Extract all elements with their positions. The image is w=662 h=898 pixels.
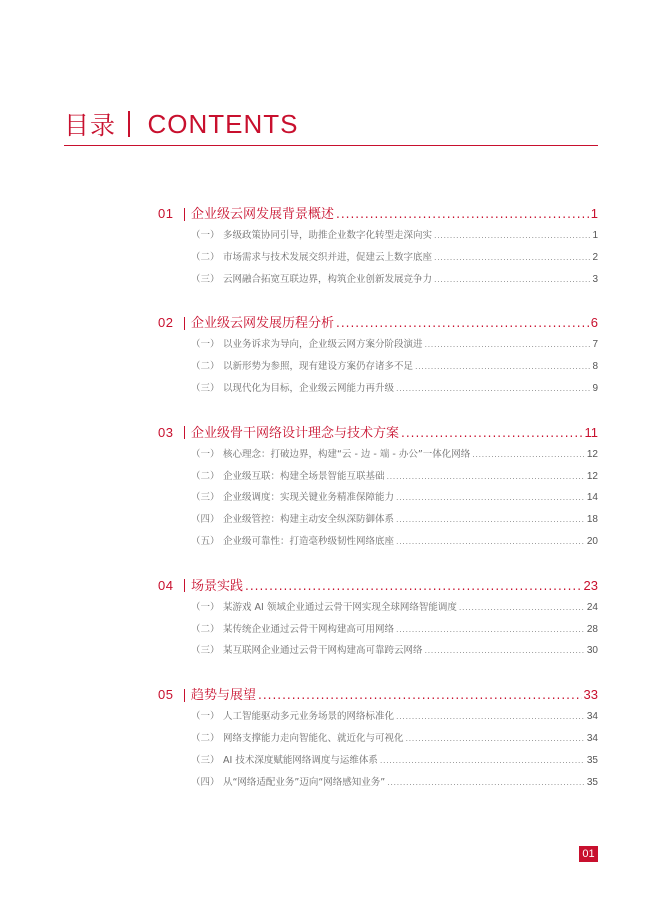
subsection-title: 企业级可靠性：打造毫秒级韧性网络底座 (223, 535, 395, 547)
dot-leader (258, 688, 582, 702)
subsection-title: 核心理念：打破边界，构建“云 - 边 - 端 - 办公”一体化网络 (223, 448, 471, 460)
chapter-divider (184, 689, 185, 702)
subsection-page-number: 20 (586, 535, 598, 547)
subsection-number: （一） (191, 601, 220, 613)
toc-chapter-entry[interactable] (158, 312, 598, 334)
dot-leader (336, 207, 589, 221)
dot-leader (434, 253, 590, 262)
dot-leader (401, 426, 582, 440)
chapter-page-number: 6 (590, 315, 598, 331)
subsection-page-number: 28 (586, 623, 598, 635)
subsection-page-number: 7 (592, 339, 598, 351)
dot-leader (396, 712, 585, 721)
subsection-number: （四） (191, 776, 220, 788)
toc-section (158, 575, 598, 664)
subsection-page-number: 30 (586, 645, 598, 657)
header-rule (64, 145, 598, 146)
subsection-number: （三） (191, 645, 220, 657)
toc-subsection-entry[interactable] (158, 599, 598, 621)
chapter-title: 场景实践 (191, 578, 244, 594)
dot-leader (425, 646, 585, 655)
subsection-title: 以现代化为目标，企业级云网能力再升级 (223, 382, 395, 394)
toc-subsection-entry[interactable] (158, 533, 598, 555)
page-title-chinese: 目录 (64, 111, 117, 140)
toc-chapter-entry[interactable] (158, 575, 598, 597)
subsection-number: （二） (191, 361, 220, 373)
toc-subsection-entry[interactable] (158, 730, 598, 752)
subsection-page-number: 34 (586, 732, 598, 744)
chapter-divider (184, 426, 185, 439)
subsection-number: （四） (191, 514, 220, 526)
subsection-page-number: 8 (592, 361, 598, 373)
title-divider (128, 111, 130, 137)
subsection-page-number: 1 (592, 230, 598, 241)
subsection-page-number: 35 (586, 754, 598, 766)
toc-subsection-entry[interactable] (158, 752, 598, 774)
dot-leader (472, 450, 585, 459)
toc-subsection-entry[interactable] (158, 358, 598, 380)
subsection-title: 某传统企业通过云骨干网构建高可用网络 (223, 623, 395, 635)
toc-subsection-entry[interactable] (158, 708, 598, 730)
subsection-number: （二） (191, 470, 220, 482)
toc-subsection-entry[interactable] (158, 621, 598, 643)
subsection-title: 网络支撑能力走向智能化、就近化与可视化 (223, 732, 404, 744)
toc-chapter-entry[interactable] (158, 684, 598, 706)
chapter-page-number: 33 (583, 687, 598, 703)
toc-subsection-entry[interactable] (158, 511, 598, 533)
dot-leader (396, 384, 590, 393)
page-title-english: CONTENTS (147, 108, 299, 139)
chapter-divider (184, 317, 185, 330)
dot-leader (396, 625, 585, 634)
subsection-page-number: 24 (586, 601, 598, 613)
dot-leader (434, 231, 590, 240)
subsection-page-number: 12 (586, 470, 598, 482)
toc-subsection-entry[interactable] (158, 336, 598, 358)
subsection-page-number: 12 (586, 448, 598, 460)
toc-subsection-entry[interactable] (158, 642, 598, 664)
subsection-number: （三） (191, 492, 220, 504)
subsection-number: （二） (191, 732, 220, 744)
subsection-number: （三） (191, 754, 220, 766)
toc-section (158, 422, 598, 555)
chapter-page-number: 23 (583, 577, 598, 593)
chapter-title: 企业级骨干网络设计理念与技术方案 (191, 425, 400, 441)
subsection-number: （二） (191, 251, 220, 263)
dot-leader (380, 756, 585, 765)
dot-leader (459, 603, 585, 612)
dot-leader (396, 515, 585, 524)
subsection-title: 以业务诉求为导向，企业级云网方案分阶段演进 (223, 339, 423, 351)
subsection-number: （三） (191, 273, 220, 285)
toc-subsection-entry[interactable] (158, 249, 598, 271)
toc-header (64, 104, 598, 144)
chapter-title: 企业级云网发展历程分析 (191, 316, 335, 332)
subsection-title: 以新形势为参照，现有建设方案仍存诸多不足 (223, 361, 414, 373)
subsection-number: （三） (191, 382, 220, 394)
toc-chapter-entry[interactable] (158, 203, 598, 225)
chapter-number: 04 (158, 577, 174, 593)
dot-leader (406, 734, 585, 743)
dot-leader (434, 275, 590, 284)
toc-subsection-entry[interactable] (158, 468, 598, 490)
toc-subsection-entry[interactable] (158, 227, 598, 249)
toc-subsection-entry[interactable] (158, 446, 598, 468)
subsection-title: 云网融合拓宽互联边界，构筑企业创新发展竞争力 (223, 273, 433, 285)
dot-leader (387, 472, 585, 481)
chapter-number: 01 (158, 206, 174, 221)
table-of-contents (158, 203, 598, 815)
subsection-number: （一） (191, 711, 220, 723)
subsection-number: （一） (191, 339, 220, 351)
toc-subsection-entry[interactable] (158, 380, 598, 402)
dot-leader (415, 362, 590, 371)
chapter-title: 企业级云网发展背景概述 (191, 207, 335, 222)
subsection-title: AI 技术深度赋能网络调度与运维体系 (223, 754, 378, 766)
subsection-title: 企业级互联：构建全场景智能互联基础 (223, 470, 385, 482)
toc-section (158, 312, 598, 401)
dot-leader (396, 493, 585, 502)
chapter-page-number: 1 (590, 206, 598, 221)
subsection-page-number: 9 (592, 382, 598, 394)
subsection-page-number: 18 (586, 514, 598, 526)
chapter-divider (184, 579, 185, 592)
subsection-title: 某游戏 AI 领域企业通过云骨干网实现全球网络智能调度 (223, 601, 457, 613)
subsection-title: 多级政策协同引导，助推企业数字化转型走深向实 (223, 230, 433, 241)
subsection-title: 企业级管控：构建主动安全纵深防御体系 (223, 514, 395, 526)
subsection-page-number: 14 (586, 492, 598, 504)
toc-subsection-entry[interactable] (158, 774, 598, 796)
chapter-number: 03 (158, 424, 174, 440)
subsection-number: （一） (191, 230, 220, 241)
subsection-title: 从“网络适配业务”迈向“网络感知业务” (223, 776, 386, 788)
subsection-number: （二） (191, 623, 220, 635)
subsection-number: （五） (191, 535, 220, 547)
chapter-number: 02 (158, 315, 174, 331)
subsection-page-number: 2 (592, 251, 598, 263)
chapter-number: 05 (158, 687, 174, 703)
subsection-page-number: 35 (586, 776, 598, 788)
subsection-title: 某互联网企业通过云骨干网构建高可靠跨云网络 (223, 645, 423, 657)
dot-leader (396, 537, 585, 546)
chapter-title: 趋势与展望 (191, 688, 257, 704)
toc-subsection-entry[interactable] (158, 271, 598, 293)
subsection-title: 人工智能驱动多元业务场景的网络标准化 (223, 711, 395, 723)
dot-leader (425, 340, 591, 349)
subsection-title: 企业级调度：实现关键业务精准保障能力 (223, 492, 395, 504)
chapter-divider (184, 208, 185, 221)
subsection-number: （一） (191, 448, 220, 460)
dot-leader (336, 316, 589, 330)
toc-section (158, 203, 598, 292)
subsection-page-number: 34 (586, 711, 598, 723)
subsection-title: 市场需求与技术发展交织并进，促建云上数字底座 (223, 251, 433, 263)
chapter-page-number: 11 (584, 424, 598, 440)
toc-chapter-entry[interactable] (158, 422, 598, 444)
subsection-page-number: 3 (592, 273, 598, 285)
dot-leader (245, 579, 582, 593)
toc-subsection-entry[interactable] (158, 489, 598, 511)
dot-leader (387, 778, 585, 787)
toc-section (158, 684, 598, 795)
page-number-badge: 01 (579, 846, 598, 862)
